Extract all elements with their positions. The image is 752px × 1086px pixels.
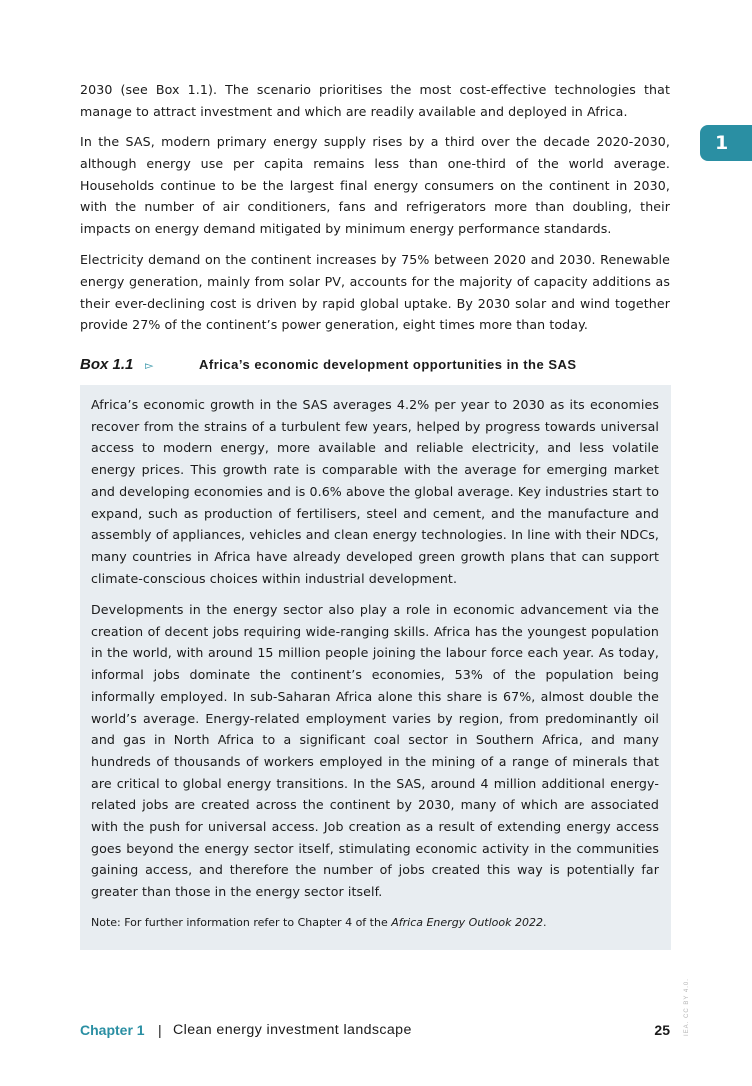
body-paragraph: Electricity demand on the continent increases by 75% between 2020 and 2030. Renewable energy generation, mainly from solar PV, accounts for the majority of capacity additions as their ever-declining cost is driven by rapid global uptake. By 2030 solar and wind together provide 27% of the continent’s power generation, eight times more than today.: [80, 252, 670, 333]
body-paragraph: 2030 (see Box 1.1). The scenario prioritises the most cost-effective technologies that manage to attract investment and which are readily available and deployed in Africa.: [80, 82, 670, 119]
chapter-tab: 1: [700, 125, 752, 161]
note-prefix: Note: For further information refer to Chapter 4 of the: [91, 916, 392, 929]
box-heading: [80, 356, 670, 376]
page-number: 25: [654, 1022, 670, 1038]
triangle-arrow-icon: ▻: [145, 359, 154, 372]
text-box: [80, 385, 671, 950]
box-number: Box 1.1: [80, 356, 134, 373]
page-footer: [80, 1022, 670, 1042]
box-paragraph: Developments in the energy sector also play a role in economic advancement via the creation of decent jobs requiring wide-ranging skills. Africa has the youngest population in the world, with around 15 million people joining the labour force each year. As today, informal jobs dominate the continent’s economies, 53% of the population being informally employed. In sub-Saharan Africa alone this share is 67%, almost double the world’s average. Energy-related employment varies by region, from predominantly oil and gas in North Africa to a significant coal sector in Southern Africa, and many hundreds of thousands of workers employed in the mining of a range of minerals that are critical to global energy transitions. In the SAS, around 4 million additional energy-related jobs are created across the continent by 2030, many of which are associated with the push for universal access. Job creation as a result of extending energy access goes beyond the energy sector itself, stimulating economic activity in the communities gaining access, and therefore the number of jobs created this way is potentially far greater than those in the energy sector itself.: [91, 602, 659, 900]
footer-chapter: Chapter 1: [80, 1022, 145, 1038]
note-suffix: .: [543, 916, 547, 929]
license-text: IEA. CC BY 4.0.: [684, 978, 690, 1036]
footer-title: Clean energy investment landscape: [173, 1022, 412, 1038]
note-source-title: Africa Energy Outlook 2022: [391, 916, 544, 929]
box-note: [91, 915, 547, 931]
box-paragraph: Africa’s economic growth in the SAS averages 4.2% per year to 2030 as its economies recover from the strains of a turbulent few years, helped by progress towards universal access to modern energy, more available and reliable electricity, and less volatile energy prices. This growth rate is comparable with the average for emerging market and developing economies and is 0.6% above the global average. Key industries start to expand, such as production of fertilisers, steel and cement, and the manufacture and assembly of appliances, vehicles and clean energy technologies. In line with their NDCs, many countries in Africa have already developed green growth plans that can support climate-conscious choices within industrial development.: [91, 397, 659, 586]
footer-separator: |: [158, 1022, 162, 1038]
box-title: Africa’s economic development opportunities in the SAS: [199, 357, 577, 372]
body-paragraph: In the SAS, modern primary energy supply rises by a third over the decade 2020-2030, although energy use per capita remains less than one-third of the world average. Households continue to be the largest final energy consumers on the continent in 2030, with the number of air conditioners, fans and refrigerators more than doubling, their impacts on energy demand mitigated by minimum energy performance standards.: [80, 134, 670, 237]
